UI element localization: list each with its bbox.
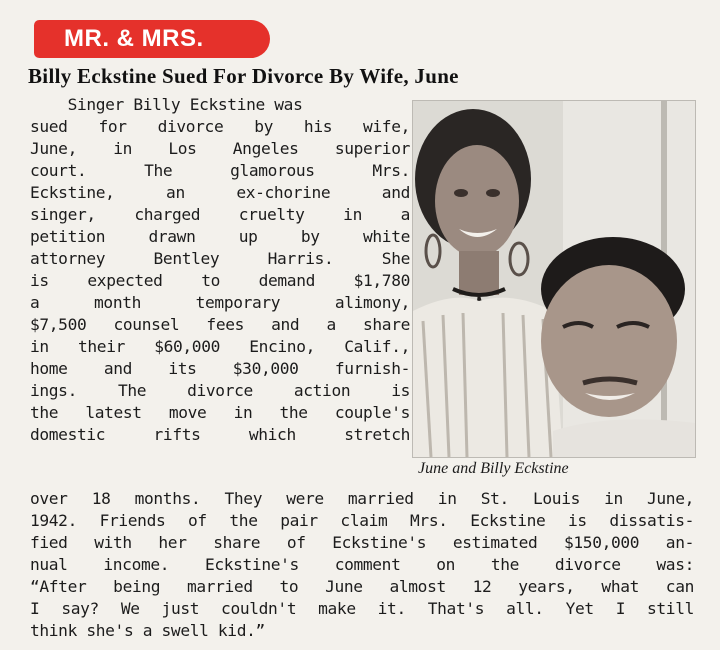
article-line: Singer Billy Eckstine was [30,95,303,114]
article-line: I say? We just couldn't make it. That's all. Yet I still [30,599,694,618]
article-line: nual income. Eckstine's comment on the divorce was: [30,555,694,574]
article-line: ings. The divorce action is [30,381,410,400]
article-line: sued for divorce by his wife, [30,117,410,136]
article-headline: Billy Eckstine Sued For Divorce By Wife, June [28,64,459,88]
article-line: is expected to demand $1,780 [30,271,410,290]
article-continuation [30,488,694,642]
article-line: court. The glamorous Mrs. [30,161,410,180]
article-line: singer, charged cruelty in a [30,205,410,224]
article-line: over 18 months. They were married in St. Louis in June, [30,489,694,508]
article-line: think she's a swell kid.” [30,621,265,640]
article-column [30,94,410,446]
article-line: $7,500 counsel fees and a share [30,315,410,334]
article-line: Eckstine, an ex-chorine and [30,183,410,202]
article-line: “After being married to June almost 12 years, what can [30,577,694,596]
photo-caption: June and Billy Eckstine [418,460,569,477]
couple-photo [412,100,696,458]
article-line: domestic rifts which stretch [30,425,410,444]
couple-photo-illustration [413,101,695,457]
article-line: fied with her share of Eckstine's estimated $150,000 an- [30,533,694,552]
article-line: a month temporary alimony, [30,293,410,312]
section-label: MR. & MRS. [34,20,270,58]
article-line: home and its $30,000 furnish- [30,359,410,378]
article-line: 1942. Friends of the pair claim Mrs. Eckstine is dissatis- [30,511,694,530]
article-line: attorney Bentley Harris. She [30,249,410,268]
article-line: the latest move in the couple's [30,403,410,422]
article-line: petition drawn up by white [30,227,410,246]
article-line: June, in Los Angeles superior [30,139,410,158]
article-line: in their $60,000 Encino, Calif., [30,337,410,356]
